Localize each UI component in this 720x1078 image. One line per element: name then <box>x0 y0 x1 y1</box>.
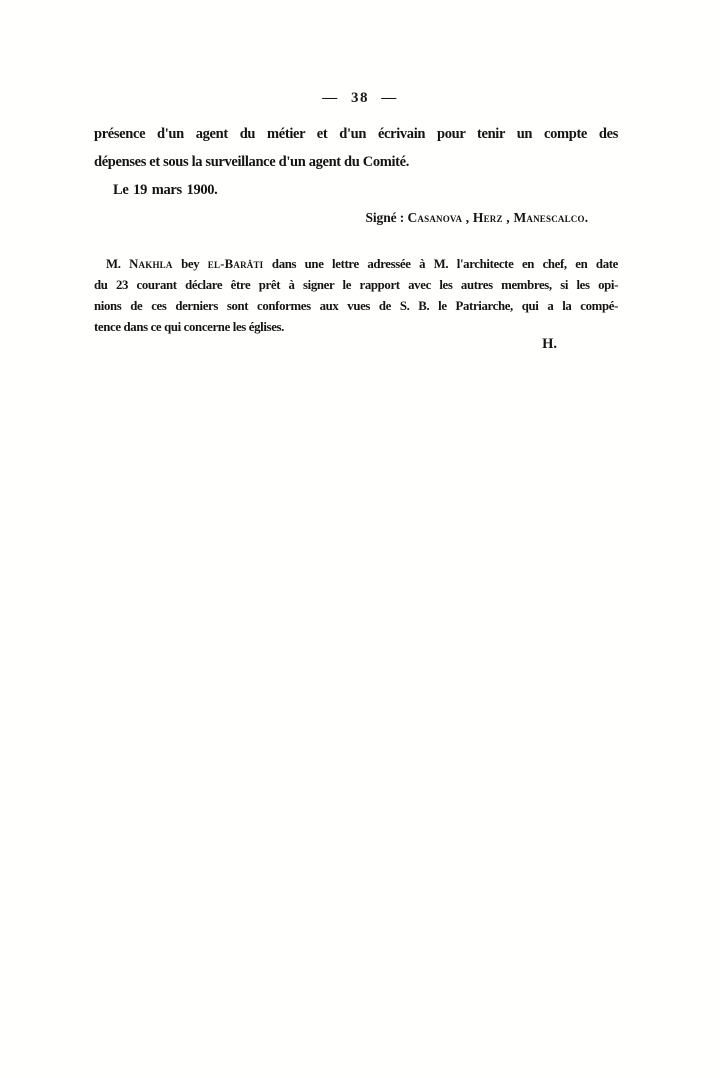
paragraph2-line1 <box>94 254 618 275</box>
paragraph2 <box>94 254 618 338</box>
signature-prefix: Signé : <box>365 210 408 225</box>
paragraph2-line2: du 23 courant déclare être prêt à signer le rapport avec les autres membres, si les opi- <box>94 278 618 292</box>
paragraph1-line2: dépenses et sous la surveillance d'un agent du Comité. <box>94 154 410 170</box>
author-initial: H. <box>542 336 557 352</box>
signatory-name-herz: Herz <box>472 210 503 225</box>
page-number: — 38 — <box>322 90 398 106</box>
paragraph2-mid: bey <box>172 257 208 271</box>
person-name-nakhla: Nakhla <box>129 257 173 271</box>
signature-line <box>94 204 618 232</box>
paragraph1-line1: présence d'un agent du métier et d'un écrivain pour tenir un compte des <box>94 126 618 142</box>
paragraph2-tail: dans une lettre adressée à M. l'architecte en chef, en date <box>263 257 618 271</box>
signatory-name-manescalco: Manescalco <box>513 210 585 225</box>
text-block <box>94 120 618 354</box>
person-name-el-barati: el-Barâti <box>207 257 264 271</box>
signature-separator: , <box>462 210 473 225</box>
date-line: Le 19 mars 1900. <box>113 182 218 198</box>
signature-period: . <box>584 210 588 225</box>
paragraph2-line4: tence dans ce qui concerne les églises. <box>94 320 285 334</box>
signatory-name-casanova: Casanova <box>407 210 463 225</box>
paragraph2-line3: nions de ces derniers sont conformes aux vues de S. B. le Patriarche, qui a la compé- <box>94 299 618 313</box>
signature-separator: , <box>502 210 514 225</box>
paragraph2-lead: M. <box>106 257 130 271</box>
